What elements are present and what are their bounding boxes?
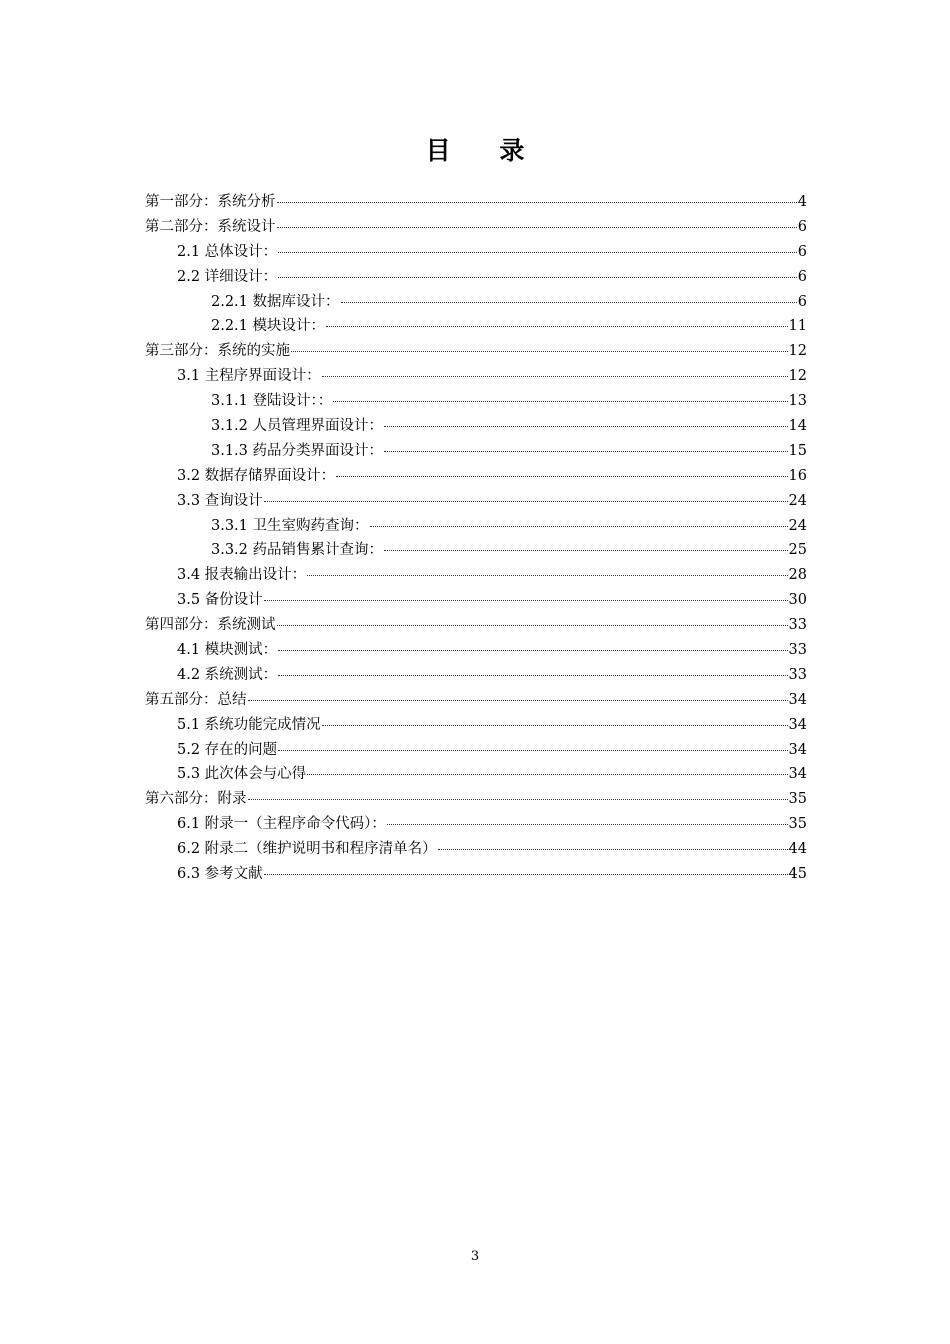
toc-entry-page: 15 <box>788 442 807 459</box>
toc-entry[interactable] <box>145 538 807 563</box>
toc-entry[interactable] <box>145 364 807 389</box>
toc-entry-page: 33 <box>788 617 807 634</box>
toc-entry-label: 2.2.1 数据库设计： <box>211 293 340 310</box>
toc-dot-leader <box>370 526 788 527</box>
toc-entry[interactable] <box>145 339 807 364</box>
toc-entry-label: 3.4 报表输出设计： <box>177 567 307 584</box>
toc-entry-page: 12 <box>788 343 807 360</box>
toc-entry-label: 第五部分：总结 <box>145 691 247 708</box>
toc-dot-leader <box>384 426 788 427</box>
toc-entry-page: 13 <box>788 393 807 410</box>
toc-entry-page: 24 <box>788 492 807 509</box>
toc-entry-label: 5.2 存在的问题 <box>177 741 278 758</box>
toc-entry[interactable] <box>145 713 807 738</box>
toc-entry-label: 6.2 附录二（维护说明书和程序清单名） <box>177 841 437 858</box>
toc-entry[interactable] <box>145 638 807 663</box>
toc-entry[interactable] <box>145 414 807 439</box>
toc-dot-leader <box>387 824 788 825</box>
toc-entry[interactable] <box>145 862 807 887</box>
toc-entry-page: 11 <box>788 318 807 335</box>
toc-entry-page: 14 <box>788 418 807 435</box>
toc-entry[interactable] <box>145 389 807 414</box>
toc-dot-leader <box>277 227 797 228</box>
toc-entry-label: 第二部分：系统设计 <box>145 218 276 235</box>
toc-entry[interactable] <box>145 588 807 613</box>
toc-entry[interactable] <box>145 439 807 464</box>
toc-entry-label: 3.3.1 卫生室购药查询： <box>211 517 369 534</box>
toc-entry-label: 3.5 备份设计 <box>177 592 263 609</box>
toc-dot-leader <box>278 252 797 253</box>
toc-entry[interactable] <box>145 812 807 837</box>
toc-dot-leader <box>248 700 788 701</box>
toc-entry[interactable] <box>145 464 807 489</box>
toc-dot-leader <box>264 501 788 502</box>
toc-dot-leader <box>307 575 787 576</box>
toc-dot-leader <box>264 600 788 601</box>
toc-entry-label: 第三部分：系统的实施 <box>145 343 290 360</box>
toc-entry[interactable] <box>145 290 807 315</box>
toc-entry[interactable] <box>145 837 807 862</box>
toc-entry-page: 6 <box>797 268 807 285</box>
toc-entry-page: 33 <box>788 666 807 683</box>
toc-entry[interactable] <box>145 563 807 588</box>
toc-dot-leader <box>291 351 788 352</box>
toc-entry[interactable] <box>145 688 807 713</box>
toc-entry-page: 4 <box>797 194 807 210</box>
toc-entry-page: 35 <box>788 816 807 833</box>
page-title: 目 录 <box>425 136 545 165</box>
toc-entry[interactable] <box>145 787 807 812</box>
toc-dot-leader <box>278 277 797 278</box>
toc-dot-leader <box>326 326 788 327</box>
toc-entry-page: 28 <box>788 567 807 584</box>
toc-entry-page: 33 <box>788 642 807 659</box>
toc-entry-label: 2.1 总体设计： <box>177 243 278 260</box>
toc-entry-label: 第一部分：系统分析 <box>145 194 276 210</box>
toc-entry-label: 3.2 数据存储界面设计： <box>177 467 336 484</box>
toc-entry[interactable] <box>145 762 807 787</box>
toc-entry-page: 34 <box>788 741 807 758</box>
toc-entry-label: 2.2.1 模块设计： <box>211 318 326 335</box>
toc-entry-page: 35 <box>788 791 807 808</box>
toc-entry[interactable] <box>145 240 807 265</box>
toc-entry-page: 16 <box>788 467 807 484</box>
page-number: 3 <box>470 1249 480 1264</box>
toc-entry[interactable] <box>145 314 807 339</box>
toc-dot-leader <box>384 451 788 452</box>
toc-entry[interactable] <box>145 514 807 539</box>
toc-dot-leader <box>277 625 788 626</box>
toc-dot-leader <box>336 476 787 477</box>
toc-entry-page: 6 <box>797 218 807 235</box>
toc-dot-leader <box>438 849 788 850</box>
toc-dot-leader <box>278 750 787 751</box>
toc-entry-page: 34 <box>788 766 807 783</box>
toc-dot-leader <box>248 799 788 800</box>
toc-entry-label: 6.1 附录一（主程序命令代码）： <box>177 816 386 833</box>
toc-entry-page: 30 <box>788 592 807 609</box>
toc-dot-leader <box>278 675 787 676</box>
toc-entry-label: 3.1.3 药品分类界面设计： <box>211 442 384 459</box>
toc-dot-leader <box>277 202 797 203</box>
toc-entry-label: 3.3 查询设计 <box>177 492 263 509</box>
toc-entry-label: 第四部分：系统测试 <box>145 617 276 634</box>
toc-dot-leader <box>278 650 787 651</box>
toc-entry[interactable] <box>145 265 807 290</box>
toc-entry-page: 24 <box>788 517 807 534</box>
toc-entry[interactable] <box>145 663 807 688</box>
toc-entry-label: 第六部分：附录 <box>145 791 247 808</box>
toc-dot-leader <box>322 725 788 726</box>
toc-entry[interactable] <box>145 190 807 215</box>
toc-dot-leader <box>264 874 788 875</box>
toc-dot-leader <box>384 550 788 551</box>
toc-entry-label: 6.3 参考文献 <box>177 866 263 883</box>
toc-entry-label: 5.1 系统功能完成情况 <box>177 716 321 733</box>
toc-entry-label: 2.2 详细设计： <box>177 268 278 285</box>
toc-entry-page: 12 <box>788 368 807 385</box>
toc-entry-label: 3.1 主程序界面设计： <box>177 368 321 385</box>
toc-entry-page: 34 <box>788 691 807 708</box>
toc-entry-label: 3.1.1 登陆设计：： <box>211 393 333 410</box>
toc-dot-leader <box>307 774 787 775</box>
toc-entry-page: 6 <box>797 293 807 310</box>
toc-entry[interactable] <box>145 489 807 514</box>
toc-entry-page: 6 <box>797 243 807 260</box>
table-of-contents <box>145 190 807 887</box>
toc-entry-page: 34 <box>788 716 807 733</box>
toc-entry[interactable] <box>145 215 807 240</box>
toc-entry-label: 3.3.2 药品销售累计查询： <box>211 542 384 559</box>
toc-entry-label: 4.1 模块测试： <box>177 642 278 659</box>
toc-entry[interactable] <box>145 613 807 638</box>
toc-entry-page: 45 <box>788 866 807 883</box>
toc-entry[interactable] <box>145 738 807 763</box>
toc-entry-label: 5.3 此次体会与心得 <box>177 766 307 783</box>
toc-dot-leader <box>341 302 797 303</box>
toc-entry-page: 44 <box>788 841 807 858</box>
toc-dot-leader <box>333 401 787 402</box>
toc-entry-label: 3.1.2 人员管理界面设计： <box>211 418 384 435</box>
toc-dot-leader <box>322 376 788 377</box>
toc-entry-page: 25 <box>788 542 807 559</box>
toc-entry-label: 4.2 系统测试： <box>177 666 278 683</box>
